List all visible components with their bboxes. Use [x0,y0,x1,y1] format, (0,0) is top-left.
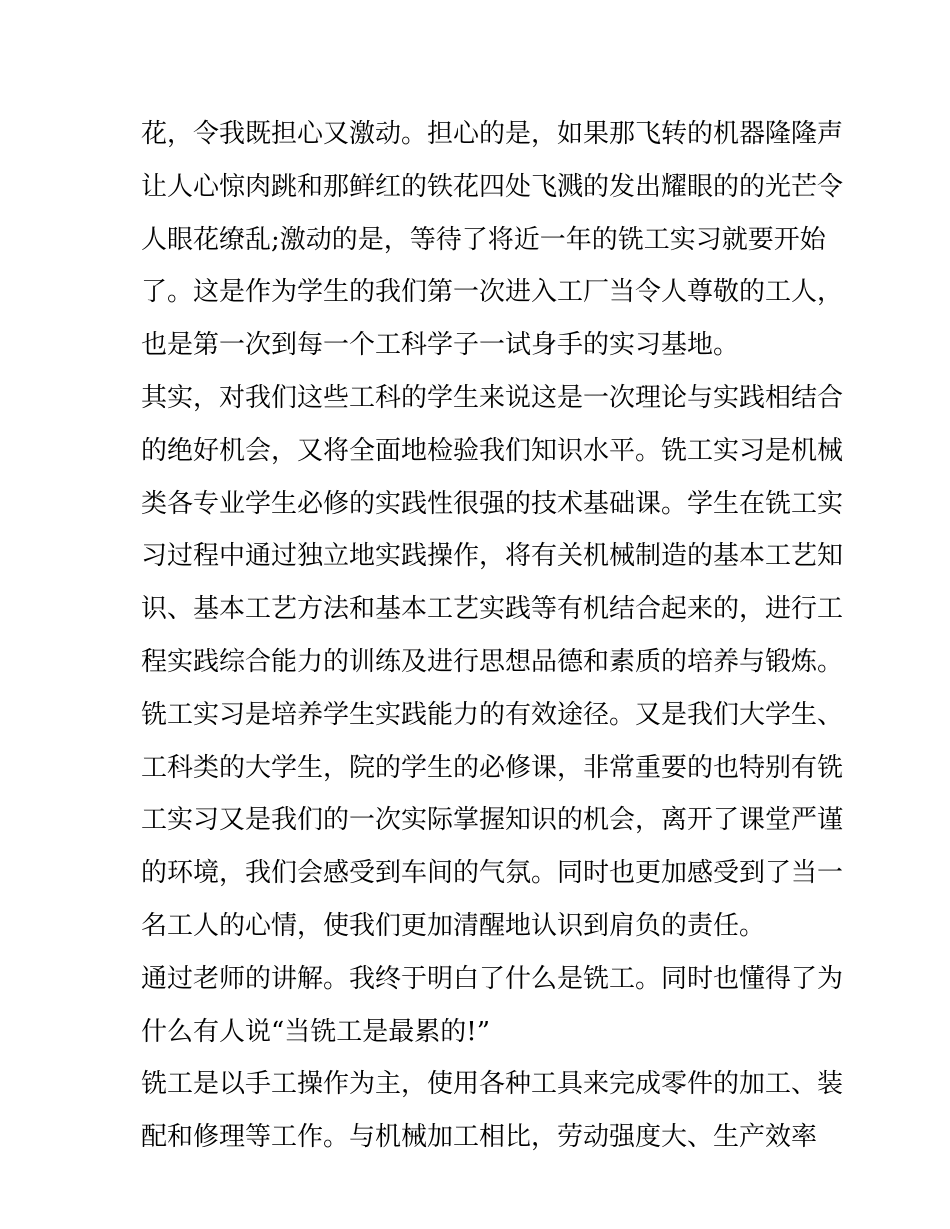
text-line: 通过老师的讲解。我终于明白了什么是铣工。同时也懂得了为 [141,963,844,994]
body-text [141,108,844,1164]
text-line: 铣工是以手工操作为主，使用各种工具来完成零件的加工、装 [141,1069,844,1100]
text-line: 的环境，我们会感受到车间的气氛。同时也更加感受到了当一 [141,858,844,889]
text-line: 识、基本工艺方法和基本工艺实践等有机结合起来的，进行工 [141,594,844,625]
text-line: 了。这是作为学生的我们第一次进入工厂当令人尊敬的工人， [141,277,844,308]
text-line: 人眼花缭乱;激动的是，等待了将近一年的铣工实习就要开始 [141,224,826,255]
text-line: 花，令我既担心又激动。担心的是，如果那飞转的机器隆隆声 [141,119,844,149]
text-line: 也是第一次到每一个工科学子一试身手的实习基地。 [141,330,740,361]
text-line: 什么有人说“当铣工是最累的!” [141,1016,491,1047]
text-line: 的绝好机会，又将全面地检验我们知识水平。铣工实习是机械 [141,435,844,466]
text-line: 让人心惊肉跳和那鲜红的铁花四处飞溅的发出耀眼的的光芒令 [141,171,844,202]
text-line: 其实，对我们这些工科的学生来说这是一次理论与实践相结合 [141,382,844,413]
text-line: 类各专业学生必修的实践性很强的技术基础课。学生在铣工实 [141,488,844,519]
text-line: 铣工实习是培养学生实践能力的有效途径。又是我们大学生、 [141,699,844,730]
text-line: 工科类的大学生，院的学生的必修课，非常重要的也特别有铣 [141,752,844,783]
text-line: 习过程中通过独立地实践操作，将有关机械制造的基本工艺知 [141,541,844,572]
text-line: 配和修理等工作。与机械加工相比，劳动强度大、生产效率 [141,1122,818,1153]
text-line: 程实践综合能力的训练及进行思想品德和素质的培养与锻炼。 [141,646,844,677]
text-line: 工实习又是我们的一次实际掌握知识的机会，离开了课堂严谨 [141,805,844,836]
text-line: 名工人的心情，使我们更加清醒地认识到肩负的责任。 [141,910,766,941]
